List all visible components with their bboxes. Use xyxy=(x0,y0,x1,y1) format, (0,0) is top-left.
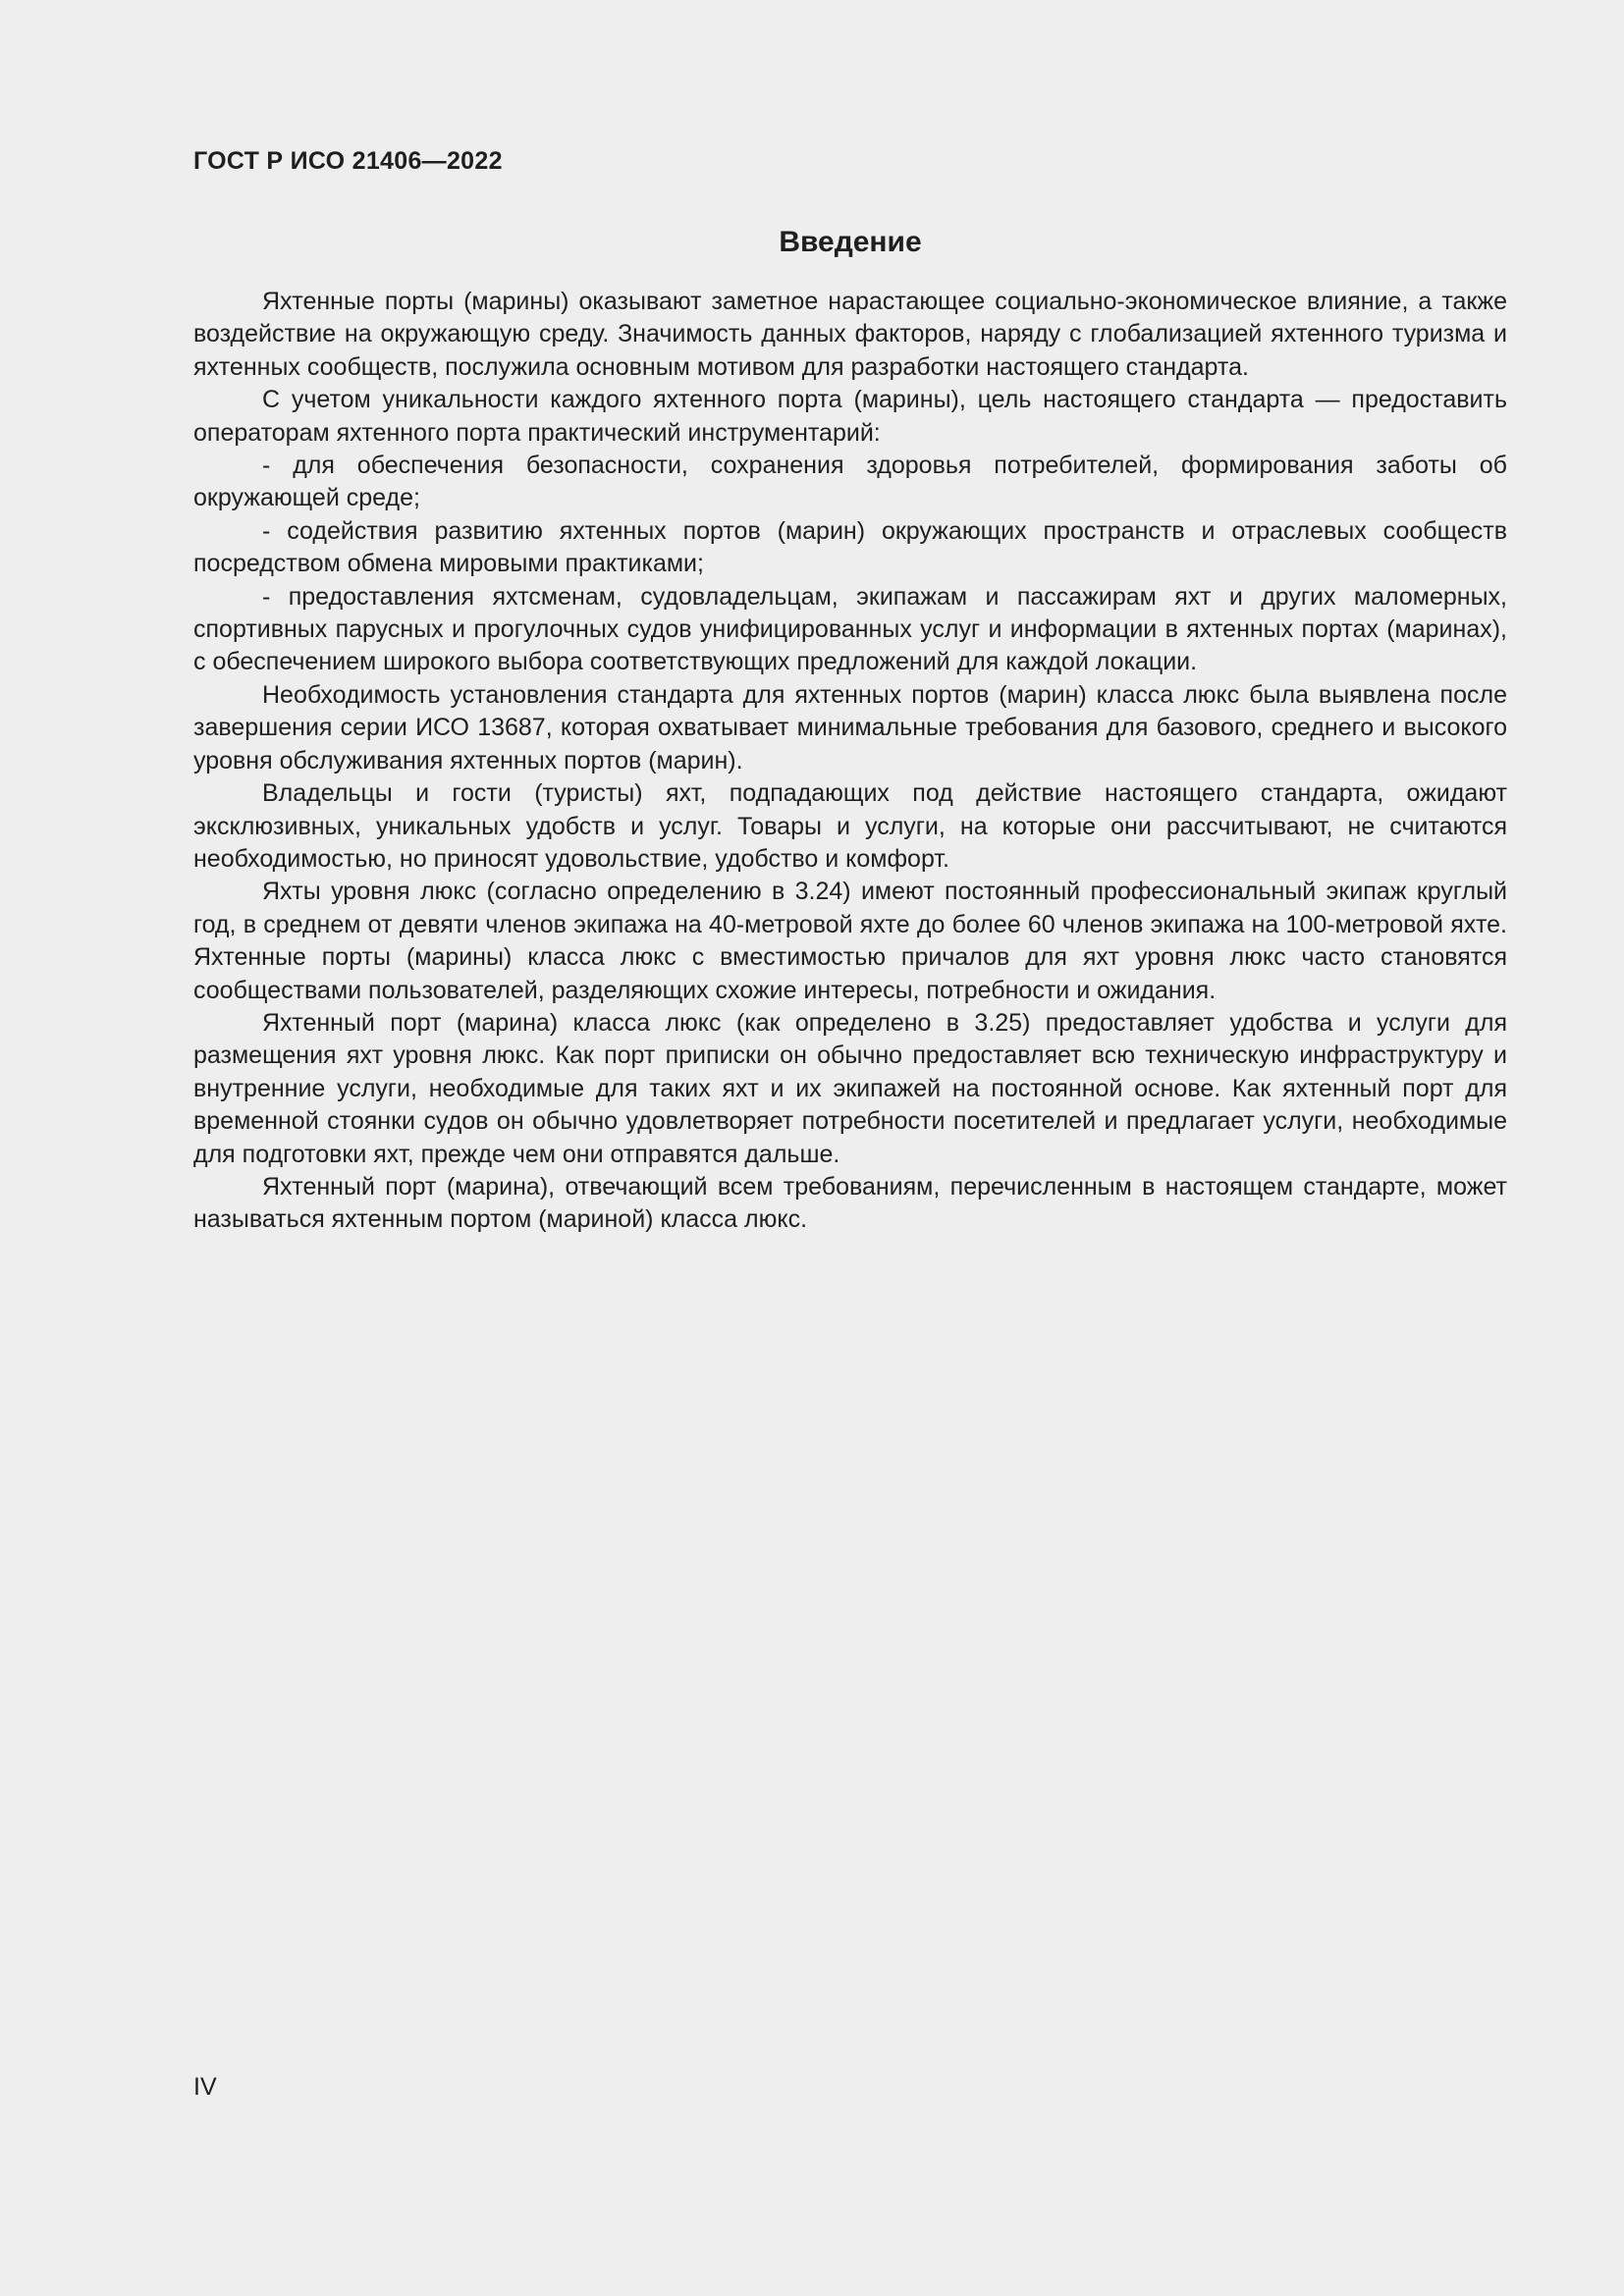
paragraph: Яхтенный порт (марина) класса люкс (как определено в 3.25) предоставляет удобства и услуги для размещения яхт уровня люкс. Как порт приписки он обычно предоставляет всю техническую инфраструктуру и внутренние услуги, необходимые для таких яхт и их экипажей на постоянной основе. Как яхтенный порт для временной стоянки судов он обычно удовлетворяет потребности посетителей и предлагает услуги, необходимые для подготовки яхт, прежде чем они отправятся дальше. xyxy=(193,1008,1507,1168)
paragraph: Яхты уровня люкс (согласно определению в 3.24) имеют постоянный профессиональный экипаж круглый год, в среднем от девяти членов экипажа на 40-метровой яхте до более 60 членов экипажа на 100-метровой яхте. Яхтенные порты (марины) класса люкс с вместимостью причалов для яхт уровня люкс часто становятся сообществами пользователей, разделяющих схожие интересы, потребности и ожидания. xyxy=(193,878,1507,1004)
paragraph: С учетом уникальности каждого яхтенного порта (марины), цель настоящего стандарта — предоставить операторам яхтенного порта практический инструментарий: xyxy=(193,386,1507,447)
paragraph: Яхтенный порт (марина), отвечающий всем требованиям, перечисленным в настоящем стандарте, может называться яхтенным портом (мариной) класса люкс. xyxy=(193,1172,1507,1234)
page-number: IV xyxy=(193,2073,217,2101)
list-item: - содействия развитию яхтенных портов (марин) окружающих пространств и отраслевых сообществ посредством обмена мировыми практиками; xyxy=(193,516,1507,578)
paragraph: Яхтенные порты (марины) оказывают заметное нарастающее социально-экономическое влияние, а также воздействие на окружающую среду. Значимость данных факторов, наряду с глобализацией яхтенного туризма и яхтенных сообществ, послужила основным мотивом для разработки настоящего стандарта. xyxy=(193,288,1507,381)
section-title: Введение xyxy=(779,226,922,258)
list-item: - для обеспечения безопасности, сохранения здоровья потребителей, формирования заботы об окружающей среде; xyxy=(193,452,1507,512)
paragraph: Владельцы и гости (туристы) яхт, подпадающих под действие настоящего стандарта, ожидают эксклюзивных, уникальных удобств и услуг. Товары и услуги, на которые они рассчитывают, не считаются необходимостью, но приносят удовольствие, удобство и комфорт. xyxy=(193,779,1507,873)
list-item: - предоставления яхтсменам, судовладельцам, экипажам и пассажирам яхт и других маломерных, спортивных парусных и прогулочных судов унифицированных услуг и информации в яхтенных портах (маринах), с обеспечением широкого выбора соответствующих предложений для каждой локации. xyxy=(193,582,1507,676)
document-header: ГОСТ Р ИСО 21406—2022 xyxy=(193,147,503,175)
body-text xyxy=(193,286,1507,1237)
paragraph: Необходимость установления стандарта для яхтенных портов (марин) класса люкс была выявлена после завершения серии ИСО 13687, которая охватывает минимальные требования для базового, среднего и высокого уровня обслуживания яхтенных портов (марин). xyxy=(193,680,1507,774)
